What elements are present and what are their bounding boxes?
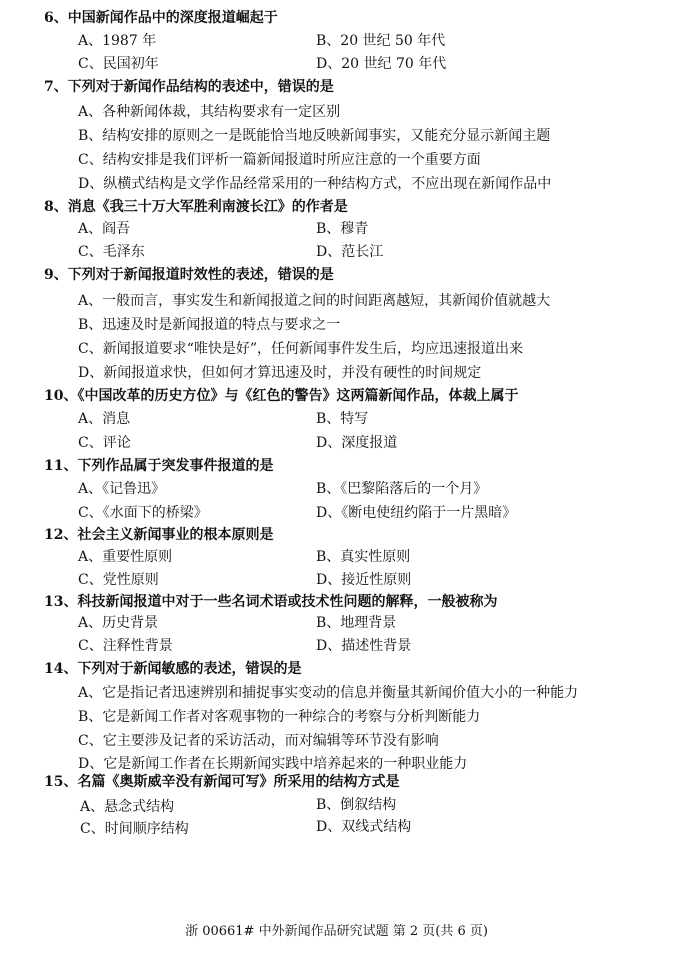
question-12-option-a: A、重要性原则 <box>78 549 173 565</box>
question-11-option-a: A、《记鲁迅》 <box>78 481 166 497</box>
question-11-option-c: C、《水面下的桥梁》 <box>78 505 208 521</box>
question-13-option-c: C、注释性背景 <box>78 638 173 654</box>
question-9-stem: 9、下列对于新闻报道时效性的表述，错误的是 <box>44 267 334 283</box>
question-12-option-b: B、真实性原则 <box>316 549 411 565</box>
question-6-option-b: B、20 世纪 50 年代 <box>316 33 446 49</box>
question-10-stem: 10、《中国改革的历史方位》与《红色的警告》这两篇新闻作品，体裁上属于 <box>44 388 519 404</box>
question-7-option-b: B、结构安排的原则之一是既能恰当地反映新闻事实，又能充分显示新闻主题 <box>78 128 551 144</box>
question-14-option-d: D、它是新闻工作者在长期新闻实践中培养起来的一种职业能力 <box>78 756 468 772</box>
question-14-option-b: B、它是新闻工作者对客观事物的一种综合的考察与分析判断能力 <box>78 709 481 725</box>
question-15-option-d: D、双线式结构 <box>316 819 412 835</box>
question-10-option-c: C、评论 <box>78 435 131 451</box>
question-13-option-b: B、地理背景 <box>316 615 397 631</box>
question-9-option-b: B、迅速及时是新闻报道的特点与要求之一 <box>78 317 341 333</box>
question-12-option-c: C、党性原则 <box>78 572 159 588</box>
question-10-option-d: D、深度报道 <box>316 435 398 451</box>
question-11-option-b: B、《巴黎陷落后的一个月》 <box>316 481 488 497</box>
question-8-option-b: B、穆青 <box>316 221 369 237</box>
question-7-option-c: C、结构安排是我们评析一篇新闻报道时所应注意的一个重要方面 <box>78 152 481 168</box>
question-11-stem: 11、下列作品属于突发事件报道的是 <box>44 458 274 474</box>
question-14-option-a: A、它是指记者迅速辨别和捕捉事实变动的信息并衡量其新闻价值大小的一种能力 <box>78 685 579 701</box>
question-8-option-a: A、阎吾 <box>78 221 131 237</box>
question-12-option-d: D、接近性原则 <box>316 572 412 588</box>
question-13-option-d: D、描述性背景 <box>316 638 412 654</box>
question-15-option-c: C、时间顺序结构 <box>80 821 189 837</box>
question-6-stem: 6、中国新闻作品中的深度报道崛起于 <box>44 10 278 26</box>
question-14-option-c: C、它主要涉及记者的采访活动，而对编辑等环节没有影响 <box>78 733 439 749</box>
question-6-option-d: D、20 世纪 70 年代 <box>316 56 447 72</box>
question-7-stem: 7、下列对于新闻作品结构的表述中，错误的是 <box>44 79 334 95</box>
question-13-stem: 13、科技新闻报道中对于一些名词术语或技术性问题的解释，一般被称为 <box>44 594 498 610</box>
question-10-option-b: B、特写 <box>316 411 369 427</box>
question-8-option-d: D、范长江 <box>316 244 384 260</box>
question-10-option-a: A、消息 <box>78 411 131 427</box>
question-9-option-a: A、一般而言，事实发生和新闻报道之间的时间距离越短，其新闻价值就越大 <box>78 293 551 309</box>
question-14-stem: 14、下列对于新闻敏感的表述，错误的是 <box>44 661 302 677</box>
question-6-option-c: C、民国初年 <box>78 56 159 72</box>
page-footer: 浙 00661# 中外新闻作品研究试题 第 2 页(共 6 页) <box>185 924 488 939</box>
question-8-stem: 8、消息《我三十万大军胜利南渡长江》的作者是 <box>44 199 348 215</box>
question-7-option-a: A、各种新闻体裁，其结构要求有一定区别 <box>78 104 341 120</box>
question-15-option-b: B、倒叙结构 <box>316 797 397 813</box>
question-9-option-d: D、新闻报道求快，但如何才算迅速及时，并没有硬性的时间规定 <box>78 365 482 381</box>
question-7-option-d: D、纵横式结构是文学作品经常采用的一种结构方式，不应出现在新闻作品中 <box>78 176 552 192</box>
question-9-option-c: C、新闻报道要求“唯快是好”，任何新闻事件发生后，均应迅速报道出来 <box>78 341 524 357</box>
question-15-stem: 15、名篇《奥斯威辛没有新闻可写》所采用的结构方式是 <box>44 774 400 790</box>
question-11-option-d: D、《断电使纽约陷于一片黑暗》 <box>316 505 517 521</box>
question-15-option-a: A、悬念式结构 <box>80 799 175 815</box>
question-6-option-a: A、1987 年 <box>78 33 157 49</box>
question-13-option-a: A、历史背景 <box>78 615 159 631</box>
question-8-option-c: C、毛泽东 <box>78 244 145 260</box>
question-12-stem: 12、社会主义新闻事业的根本原则是 <box>44 527 274 543</box>
